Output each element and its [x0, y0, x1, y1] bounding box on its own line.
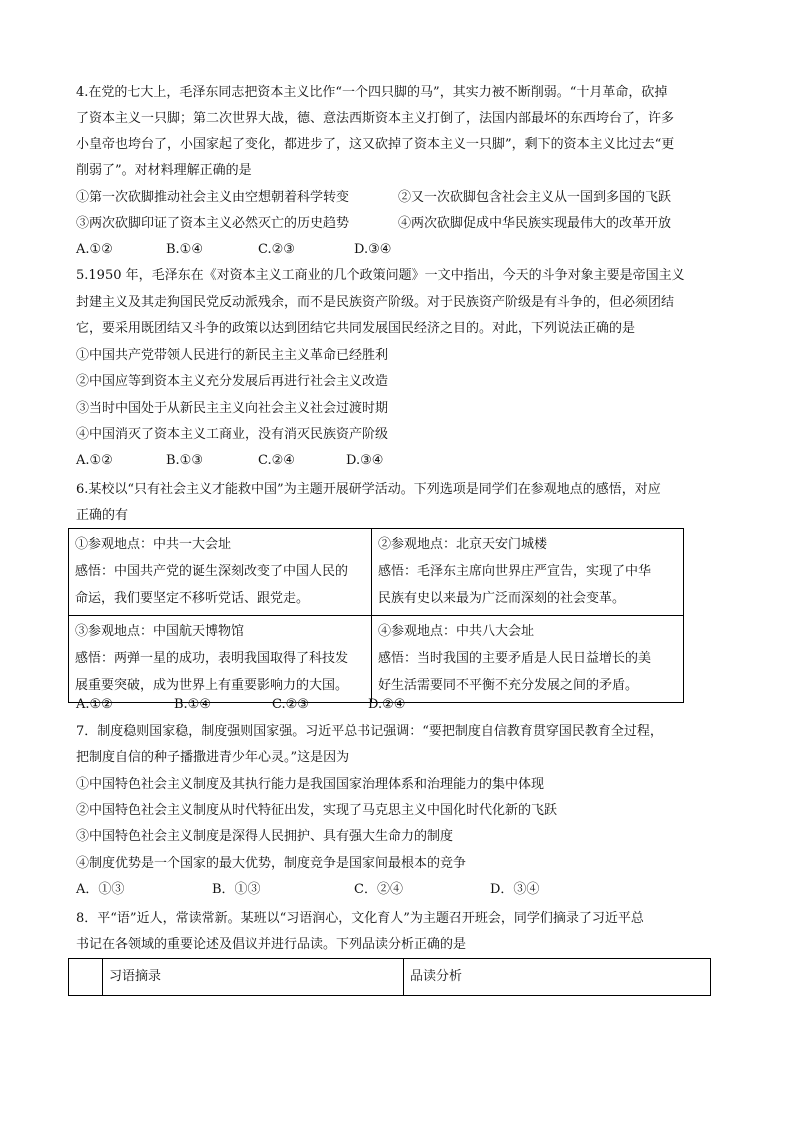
cell-text: ①参观地点：中共一大会址 [75, 537, 232, 552]
answer-choice-d[interactable]: D.②④ [368, 697, 406, 712]
cell-text: ②参观地点：北京天安门城楼 [378, 537, 548, 552]
answer-choice-c[interactable]: C.②④ [258, 453, 295, 468]
cell-text: ④参观地点：中共八大会址 [378, 624, 535, 639]
answer-choice-d[interactable]: D.③④ [354, 242, 392, 257]
table-header-row [69, 959, 711, 996]
table-header-cell [69, 959, 103, 996]
question-7-text-line: 把制度自信的种子播撒进青少年心灵。”这是因为 [76, 750, 350, 765]
answer-choice-b[interactable]: B.①④ [174, 697, 211, 712]
answer-choice-b[interactable]: B.①④ [166, 242, 203, 257]
option-3: ③两次砍脚印证了资本主义必然灭亡的历史趋势 [76, 216, 350, 231]
cell-text: 感悟：中国共产党的诞生深刻改变了中国人民的 [75, 564, 349, 579]
table-header-cell: 习语摘录 [103, 959, 404, 996]
cell-text: 命运，我们要坚定不移听党话、跟党走。 [75, 591, 310, 606]
table-cell [372, 529, 684, 616]
answer-choice-a[interactable]: A.①② [76, 453, 113, 468]
option-1: ①第一次砍脚推动社会主义由空想朝着科学转变 [76, 190, 350, 205]
table-header-cell: 品读分析 [404, 959, 711, 996]
question-8-table [68, 958, 711, 996]
question-7-option: ③中国特色社会主义制度是深得人民拥护、具有强大生命力的制度 [76, 829, 454, 844]
question-8-text-line: 8．平“语”近人，常读常新。某班以“习语润心，文化育人”为主题召开班会，同学们摘录了习近平总 [76, 911, 644, 926]
cell-text: 感悟：当时我国的主要矛盾是人民日益增长的美 [378, 651, 652, 666]
answer-choice-a[interactable]: A．①③ [76, 882, 125, 897]
question-5-option: ③当时中国处于从新民主主义向社会主义社会过渡时期 [76, 401, 389, 416]
table-cell [372, 616, 684, 703]
question-4-text-line: 了资本主义一只脚；第二次世界大战，德、意法西斯资本主义打倒了，法国内部最坏的东西垮台了，许多 [76, 111, 675, 126]
answer-choice-c[interactable]: C.②③ [258, 242, 295, 257]
answer-choice-b[interactable]: B.①③ [166, 453, 203, 468]
cell-text: 感悟：两弹一星的成功，表明我国取得了科技发 [75, 651, 349, 666]
question-7-text-line: 7．制度稳则国家稳，制度强则国家强。习近平总书记强调：“要把制度自信教育贯穿国民教育全过程， [76, 724, 663, 739]
answer-choice-a[interactable]: A.①② [76, 242, 113, 257]
answer-choice-c[interactable]: C.②③ [272, 697, 309, 712]
answer-choice-a[interactable]: A.①② [76, 697, 113, 712]
question-4-option-row [76, 215, 721, 233]
question-5-text-line: 5.1950 年，毛泽东在《对资本主义工商业的几个政策问题》一文中指出，今天的斗争对象主要是帝国主义 [76, 268, 685, 283]
table-row [69, 529, 684, 616]
question-7-option: ④制度优势是一个国家的最大优势，制度竞争是国家间最根本的竞争 [76, 856, 467, 871]
question-5-text-line: 它，要采用既团结又斗争的政策以达到团结它共同发展国民经济之目的。对此，下列说法正确的是 [76, 321, 636, 336]
answer-choice-c[interactable]: C．②④ [354, 882, 403, 897]
table-row [69, 616, 684, 703]
question-4-text-line: 削弱了”。对材料理解正确的是 [76, 163, 252, 178]
question-7-option: ①中国特色社会主义制度及其执行能力是我国国家治理体系和治理能力的集中体现 [76, 777, 545, 792]
question-6-text-line: 正确的有 [76, 508, 129, 523]
question-4-text-line: 4.在党的七大上，毛泽东同志把资本主义比作“一个四只脚的马”，其实力被不断削弱。“十月革命，砍掉 [76, 85, 668, 100]
question-6-text-line: 6.某校以“只有社会主义才能救中国”为主题开展研学活动。下列选项是同学们在参观地点的感悟，对应 [76, 482, 661, 497]
table-cell [69, 529, 372, 616]
table-cell [69, 616, 372, 703]
question-5-option: ④中国消灭了资本主义工商业，没有消灭民族资产阶级 [76, 427, 389, 442]
cell-text: 好生活需要同不平衡不充分发展之间的矛盾。 [378, 678, 639, 693]
answer-choice-d[interactable]: D.③④ [346, 453, 384, 468]
question-5-text-line: 封建主义及其走狗国民党反动派残余，而不是民族资产阶级。对于民族资产阶级是有斗争的，但必须团结 [76, 295, 675, 310]
question-5-option: ②中国应等到资本主义充分发展后再进行社会主义改造 [76, 374, 389, 389]
question-5-option: ①中国共产党带领人民进行的新民主主义革命已经胜利 [76, 348, 389, 363]
question-4-text-line: 小皇帝也垮台了，小国家起了变化，都进步了，这又砍掉了资本主义一只脚”，剩下的资本主义比过去“更 [76, 137, 675, 152]
cell-text: ③参观地点：中国航天博物馆 [75, 624, 245, 639]
question-7-option: ②中国特色社会主义制度从时代特征出发，实现了马克思主义中国化时代化新的飞跃 [76, 803, 558, 818]
answer-choice-d[interactable]: D．③④ [490, 882, 540, 897]
answer-choice-b[interactable]: B．①③ [212, 882, 261, 897]
option-2: ②又一次砍脚包含社会主义从一国到多国的飞跃 [398, 190, 672, 205]
cell-text: 展重要突破，成为世界上有重要影响力的大国。 [75, 678, 349, 693]
cell-text: 感悟：毛泽东主席向世界庄严宣告，实现了中华 [378, 564, 652, 579]
option-4: ④两次砍脚促成中华民族实现最伟大的改革开放 [398, 216, 672, 231]
question-6-table [68, 528, 684, 703]
question-4-option-row [76, 189, 721, 207]
cell-text: 民族有史以来最为广泛而深刻的社会变革。 [378, 591, 626, 606]
question-8-text-line: 书记在各领域的重要论述及倡议并进行品读。下列品读分析正确的是 [76, 937, 467, 952]
